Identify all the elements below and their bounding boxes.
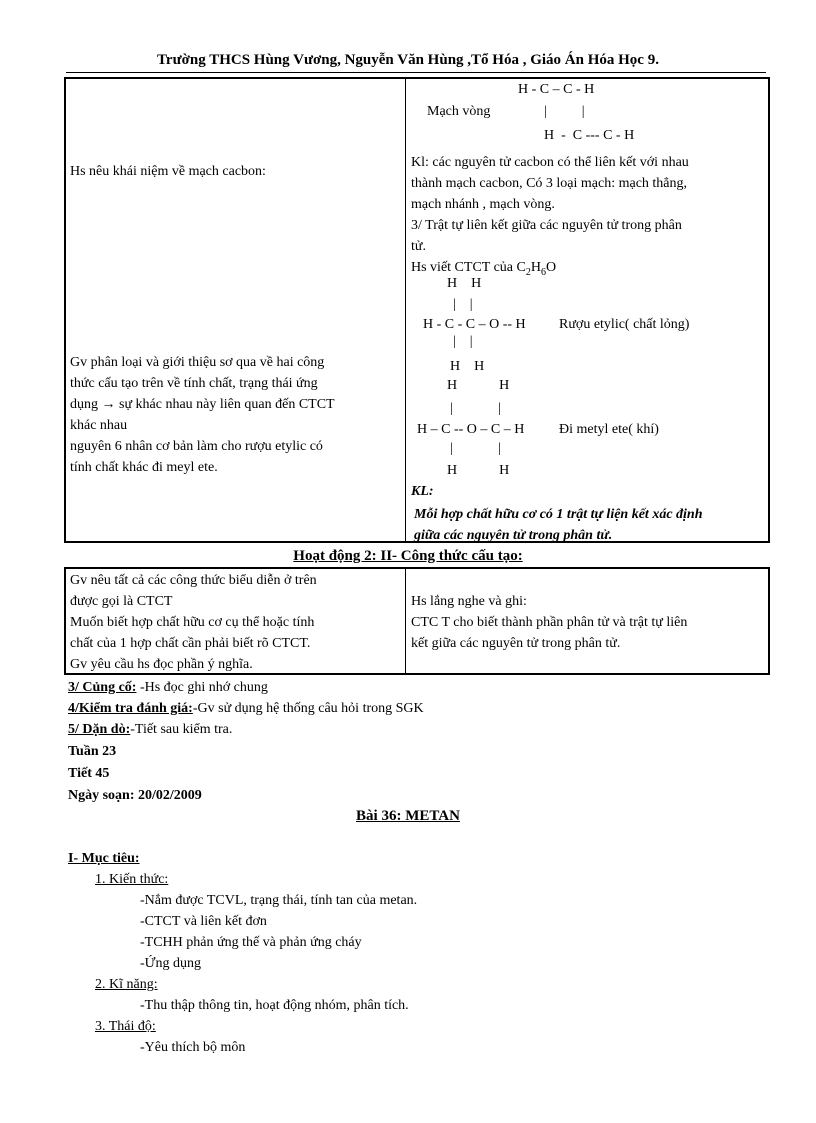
gv-line: tính chất khác đi meyl ete.	[70, 460, 218, 475]
ether-bars2: | |	[450, 441, 502, 456]
kt-item: -TCHH phản ứng thế và phản ứng cháy	[140, 935, 362, 950]
kl-label: KL:	[411, 484, 434, 499]
hs-write-line: Hs viết CTCT của $C_2H_6O$	[411, 260, 557, 278]
kl-line: Kl: các nguyên tử cacbon có thể liên kết với nhau	[411, 155, 689, 170]
arrow-icon: →	[101, 397, 116, 412]
ethanol-main: H - C - C – O -- H	[423, 317, 526, 332]
kl-final-line: giữa các nguyên tử trong phân tử.	[414, 528, 613, 543]
lesson-table-2	[64, 567, 770, 675]
table2-right	[411, 591, 765, 654]
ring-bars: | |	[544, 104, 585, 119]
activity2-title: Hoạt động 2: II- Công thức cấu tạo:	[293, 548, 523, 564]
tuan: Tuần 23	[68, 744, 117, 759]
ether-name: Đi metyl ete( khí)	[559, 422, 659, 437]
ether-top: H H	[447, 378, 510, 393]
kl-final	[414, 504, 768, 546]
ethanol-bottom: H H	[450, 359, 485, 374]
kt-item: -Ứng dụng	[140, 956, 202, 971]
kt-item: -CTCT và liên kết đơn	[140, 914, 267, 929]
ethanol-name: Rượu etylic( chất lỏng)	[559, 317, 690, 332]
t2-left-line: Gv nêu tất cả các công thức biểu diễn ở trên	[70, 573, 317, 588]
ethanol-bars2: | |	[453, 334, 473, 349]
gv-line: khác nhau	[70, 418, 128, 433]
gv-line: Gv phân loại và giới thiệu sơ qua về hai công	[70, 355, 325, 370]
ngay-soan: Ngày soạn: 20/02/2009	[68, 788, 202, 803]
t2-left-line: Gv yêu cầu hs đọc phần ý nghĩa.	[70, 657, 253, 672]
sec3-line: tử.	[411, 239, 426, 254]
t2-left-line: được gọi là CTCT	[70, 594, 173, 609]
kt-item: -Nắm được TCVL, trạng thái, tính tan của metan.	[140, 893, 418, 908]
ethanol-top: H H	[447, 276, 482, 291]
ring-label: Mạch vòng	[427, 104, 491, 119]
ether-bottom: H H	[447, 463, 510, 478]
t2-right-line: Hs lắng nghe và ghi:	[411, 594, 527, 609]
t2-right-line: kết giữa các nguyên tử trong phân tử.	[411, 636, 621, 651]
t2-right-line: CTC T cho biết thành phần phân tử và trật tự liên	[411, 615, 688, 630]
tiet: Tiết 45	[68, 766, 110, 781]
kl-line: mạch nhánh , mạch vòng.	[411, 197, 555, 212]
kien-thuc: 1. Kiến thức:	[95, 872, 169, 887]
td-item: -Yêu thích bộ môn	[140, 1040, 246, 1055]
t2-left-line: Muốn biết hợp chất hữu cơ cụ thể hoặc tính	[70, 615, 315, 630]
column-divider	[405, 79, 406, 541]
thai-do: 3. Thái độ:	[95, 1019, 156, 1034]
left-concept: Hs nêu khái niệm về mạch cacbon:	[70, 164, 266, 179]
header-rule	[66, 72, 766, 73]
dando-line: 5/ Dặn dò:-Tiết sau kiểm tra.	[68, 722, 233, 737]
gv-line: thức cấu tạo trên về tính chất, trạng thái ứng	[70, 376, 318, 391]
kl-final-line: Mỗi hợp chất hữu cơ có 1 trật tự liện kết xác định	[414, 507, 703, 522]
gv-line: nguyên 6 nhân cơ bản làm cho rượu etylic có	[70, 439, 323, 454]
muc-tieu: I- Mục tiêu:	[68, 851, 140, 866]
ether-bars1: | |	[450, 401, 502, 416]
lesson-title: Bài 36: METAN	[356, 808, 460, 824]
ethanol-bars1: | |	[453, 297, 473, 312]
gv-line: dụng → sự khác nhau này liên quan đến CTCT	[70, 397, 335, 412]
ring-bottom: H - C --- C - H	[544, 128, 635, 143]
document-header: Trường THCS Hùng Vương, Nguyễn Văn Hùng ,Tổ Hóa , Giáo Án Hóa Học 9.	[157, 52, 659, 68]
kl-line: thành mạch cacbon, Có 3 loại mạch: mạch thẳng,	[411, 176, 688, 191]
column-divider	[405, 569, 406, 673]
ki-nang: 2. Kĩ năng:	[95, 977, 158, 992]
kn-item: -Thu thập thông tin, hoạt động nhóm, phân tích.	[140, 998, 409, 1013]
cungco-line: 3/ Củng cố: -Hs đọc ghi nhớ chung	[68, 680, 268, 695]
t2-left-line: chất của 1 hợp chất cần phải biết rõ CTCT.	[70, 636, 311, 651]
left-gv-block	[70, 352, 398, 478]
lesson-table-1	[64, 77, 770, 543]
ring-top: H - C – C - H	[518, 82, 595, 97]
ether-main: H – C -- O – C – H	[417, 422, 525, 437]
kl-block	[411, 152, 765, 283]
table2-left	[70, 570, 398, 675]
kiemtra-line: 4/Kiểm tra đánh giá:-Gv sử dụng hệ thống câu hỏi trong SGK	[68, 701, 424, 716]
sec3-line: 3/ Trật tự liên kết giữa các nguyên tử trong phân	[411, 218, 682, 233]
